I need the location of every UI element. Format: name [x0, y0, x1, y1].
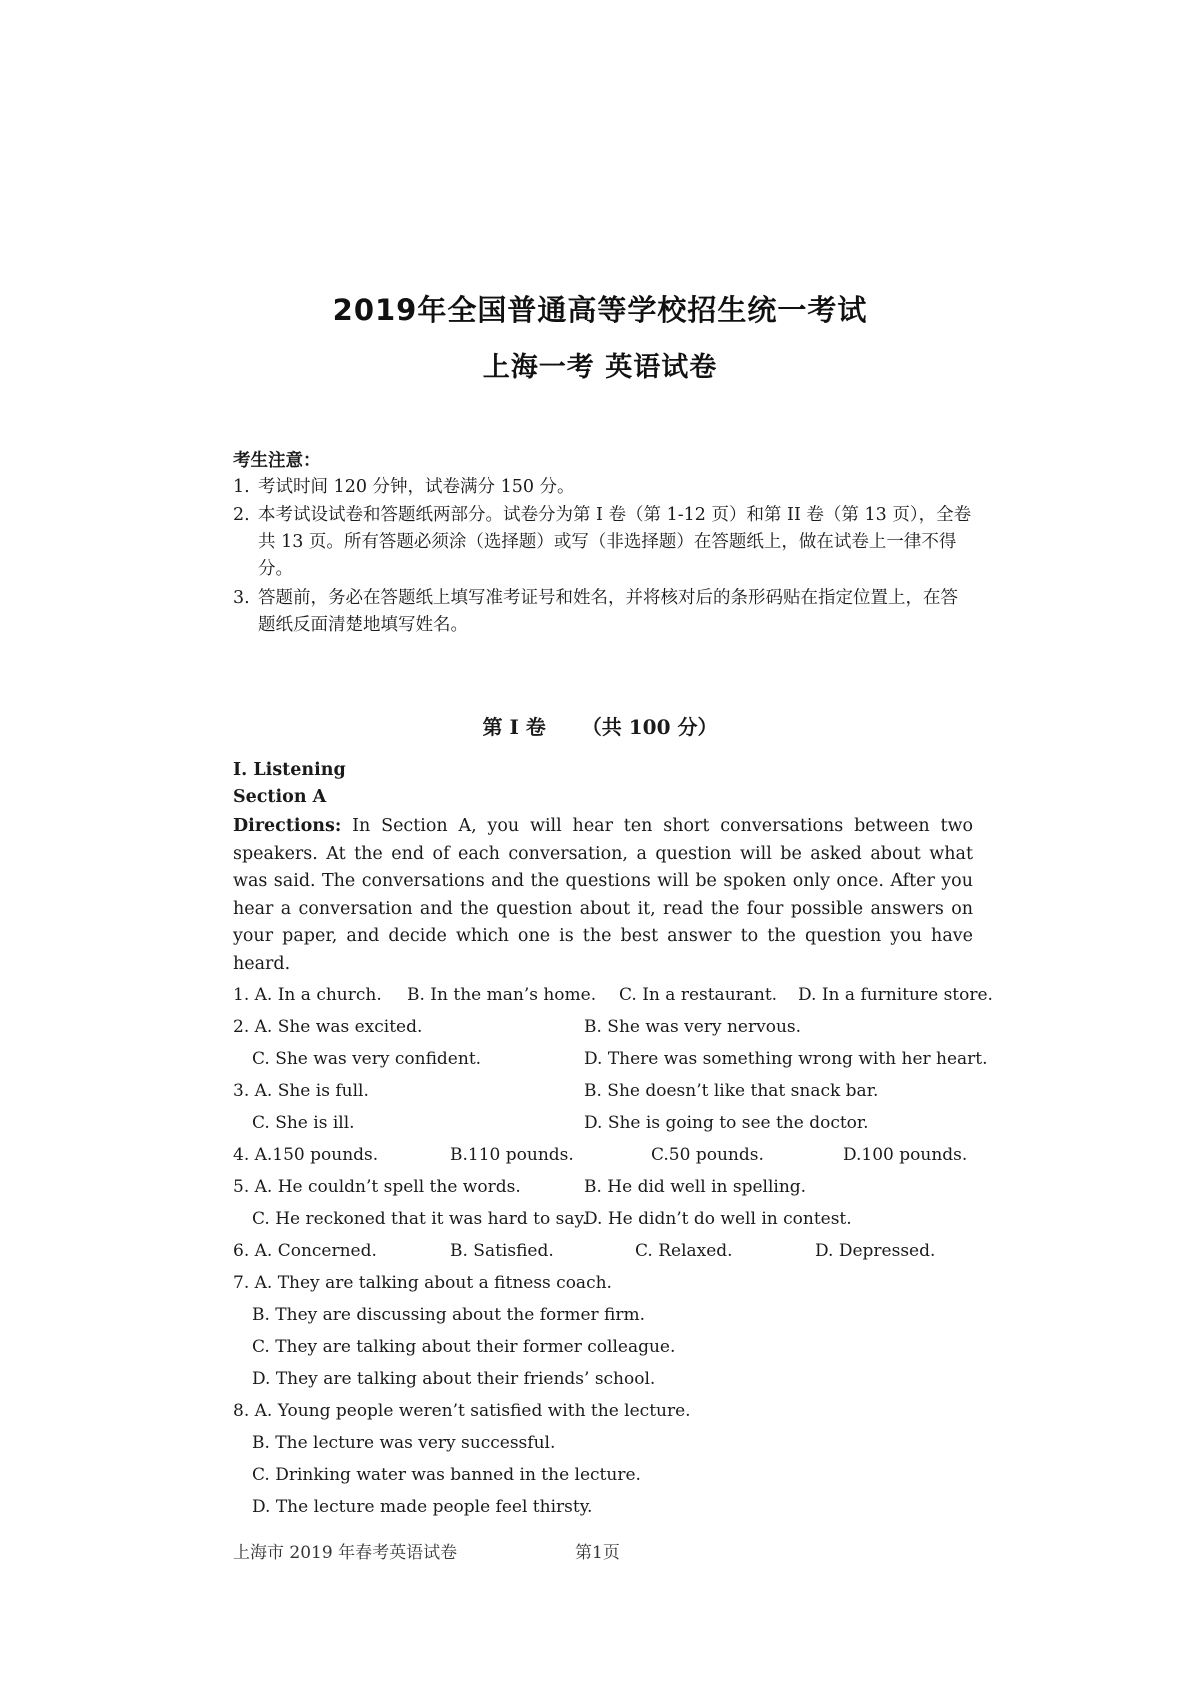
question-5-option-c: C. He reckoned that it was hard to say. — [252, 1209, 588, 1229]
question-8-option-a: 8. A. Young people weren’t satisfied with the lecture. — [233, 1401, 691, 1421]
question-4-option-b: B.110 pounds. — [450, 1145, 574, 1165]
question-7-option-d: D. They are talking about their friends’ school. — [252, 1369, 656, 1389]
notice-item — [233, 585, 973, 639]
notice-item — [233, 502, 973, 583]
question-4-option-c: C.50 pounds. — [651, 1145, 764, 1165]
question-7-option-b: B. They are discussing about the former firm. — [252, 1305, 646, 1325]
question-3-option-a: 3. A. She is full. — [233, 1081, 369, 1101]
question-1-option-a: 1. A. In a church. — [233, 985, 382, 1005]
exam-title: 2019年全国普通高等学校招生统一考试 — [332, 293, 868, 327]
notice-text: 本考试设试卷和答题纸两部分。试卷分为第 I 卷（第 1-12 页）和第 II 卷（第 13 页），全卷共 13 页。所有答题必须涂（选择题）或写（非选择题）在答题纸上，做在试卷上一律不得分。 — [258, 505, 972, 579]
notice-number: 2. — [233, 505, 250, 525]
directions-label: Directions: — [233, 816, 342, 836]
question-2-option-d: D. There was something wrong with her heart. — [584, 1049, 988, 1069]
question-3-option-c: C. She is ill. — [252, 1113, 355, 1133]
question-5-option-a: 5. A. He couldn’t spell the words. — [233, 1177, 521, 1197]
directions-text: In Section A, you will hear ten short conversations between two speakers. At the end of each conversation, a question will be asked about what was said. The conversations and the questions will be spoken only once. After you hear a conversation and the question about it, read the four possible answers on your paper, and decide which one is the best answer to the question you have heard. — [233, 816, 973, 974]
question-6-option-b: B. Satisfied. — [450, 1241, 554, 1261]
section-a-heading: Section A — [233, 787, 327, 807]
part-name: 第 I 卷 — [482, 715, 546, 739]
question-6-option-d: D. Depressed. — [815, 1241, 936, 1261]
question-8-option-c: C. Drinking water was banned in the lecture. — [252, 1465, 641, 1485]
question-1-option-d: D. In a furniture store. — [798, 985, 993, 1005]
listening-heading: I. Listening — [233, 760, 346, 780]
question-5-option-d: D. He didn’t do well in contest. — [584, 1209, 852, 1229]
directions-paragraph — [233, 813, 973, 978]
footer-exam-name: 上海市 2019 年春考英语试卷 — [233, 1543, 458, 1563]
question-2-option-a: 2. A. She was excited. — [233, 1017, 423, 1037]
exam-subtitle: 上海一考 英语试卷 — [482, 352, 718, 383]
question-3-option-d: D. She is going to see the doctor. — [584, 1113, 869, 1133]
question-2-option-c: C. She was very confident. — [252, 1049, 482, 1069]
question-4-option-a: 4. A.150 pounds. — [233, 1145, 379, 1165]
question-1-option-b: B. In the man’s home. — [407, 985, 597, 1005]
question-6-option-c: C. Relaxed. — [635, 1241, 733, 1261]
question-2-option-b: B. She was very nervous. — [584, 1017, 802, 1037]
question-3-option-b: B. She doesn’t like that snack bar. — [584, 1081, 879, 1101]
notice-text: 答题前，务必在答题纸上填写准考证号和姓名，并将核对后的条形码贴在指定位置上，在答题纸反面清楚地填写姓名。 — [258, 588, 958, 635]
question-6-option-a: 6. A. Concerned. — [233, 1241, 377, 1261]
part-score: （共 100 分） — [581, 715, 718, 739]
question-7-option-a: 7. A. They are talking about a fitness coach. — [233, 1273, 612, 1293]
footer-page-number: 第1页 — [575, 1543, 620, 1563]
notice-item — [233, 474, 973, 501]
question-1-option-c: C. In a restaurant. — [619, 985, 778, 1005]
question-8-option-b: B. The lecture was very successful. — [252, 1433, 556, 1453]
question-5-option-b: B. He did well in spelling. — [584, 1177, 807, 1197]
question-4-option-d: D.100 pounds. — [843, 1145, 968, 1165]
question-7-option-c: C. They are talking about their former colleague. — [252, 1337, 676, 1357]
notice-text: 考试时间 120 分钟，试卷满分 150 分。 — [258, 477, 575, 497]
notice-heading: 考生注意： — [233, 451, 321, 471]
question-8-option-d: D. The lecture made people feel thirsty. — [252, 1497, 593, 1517]
notice-number: 3. — [233, 588, 250, 608]
notice-number: 1. — [233, 477, 250, 497]
part-title — [0, 711, 1200, 740]
